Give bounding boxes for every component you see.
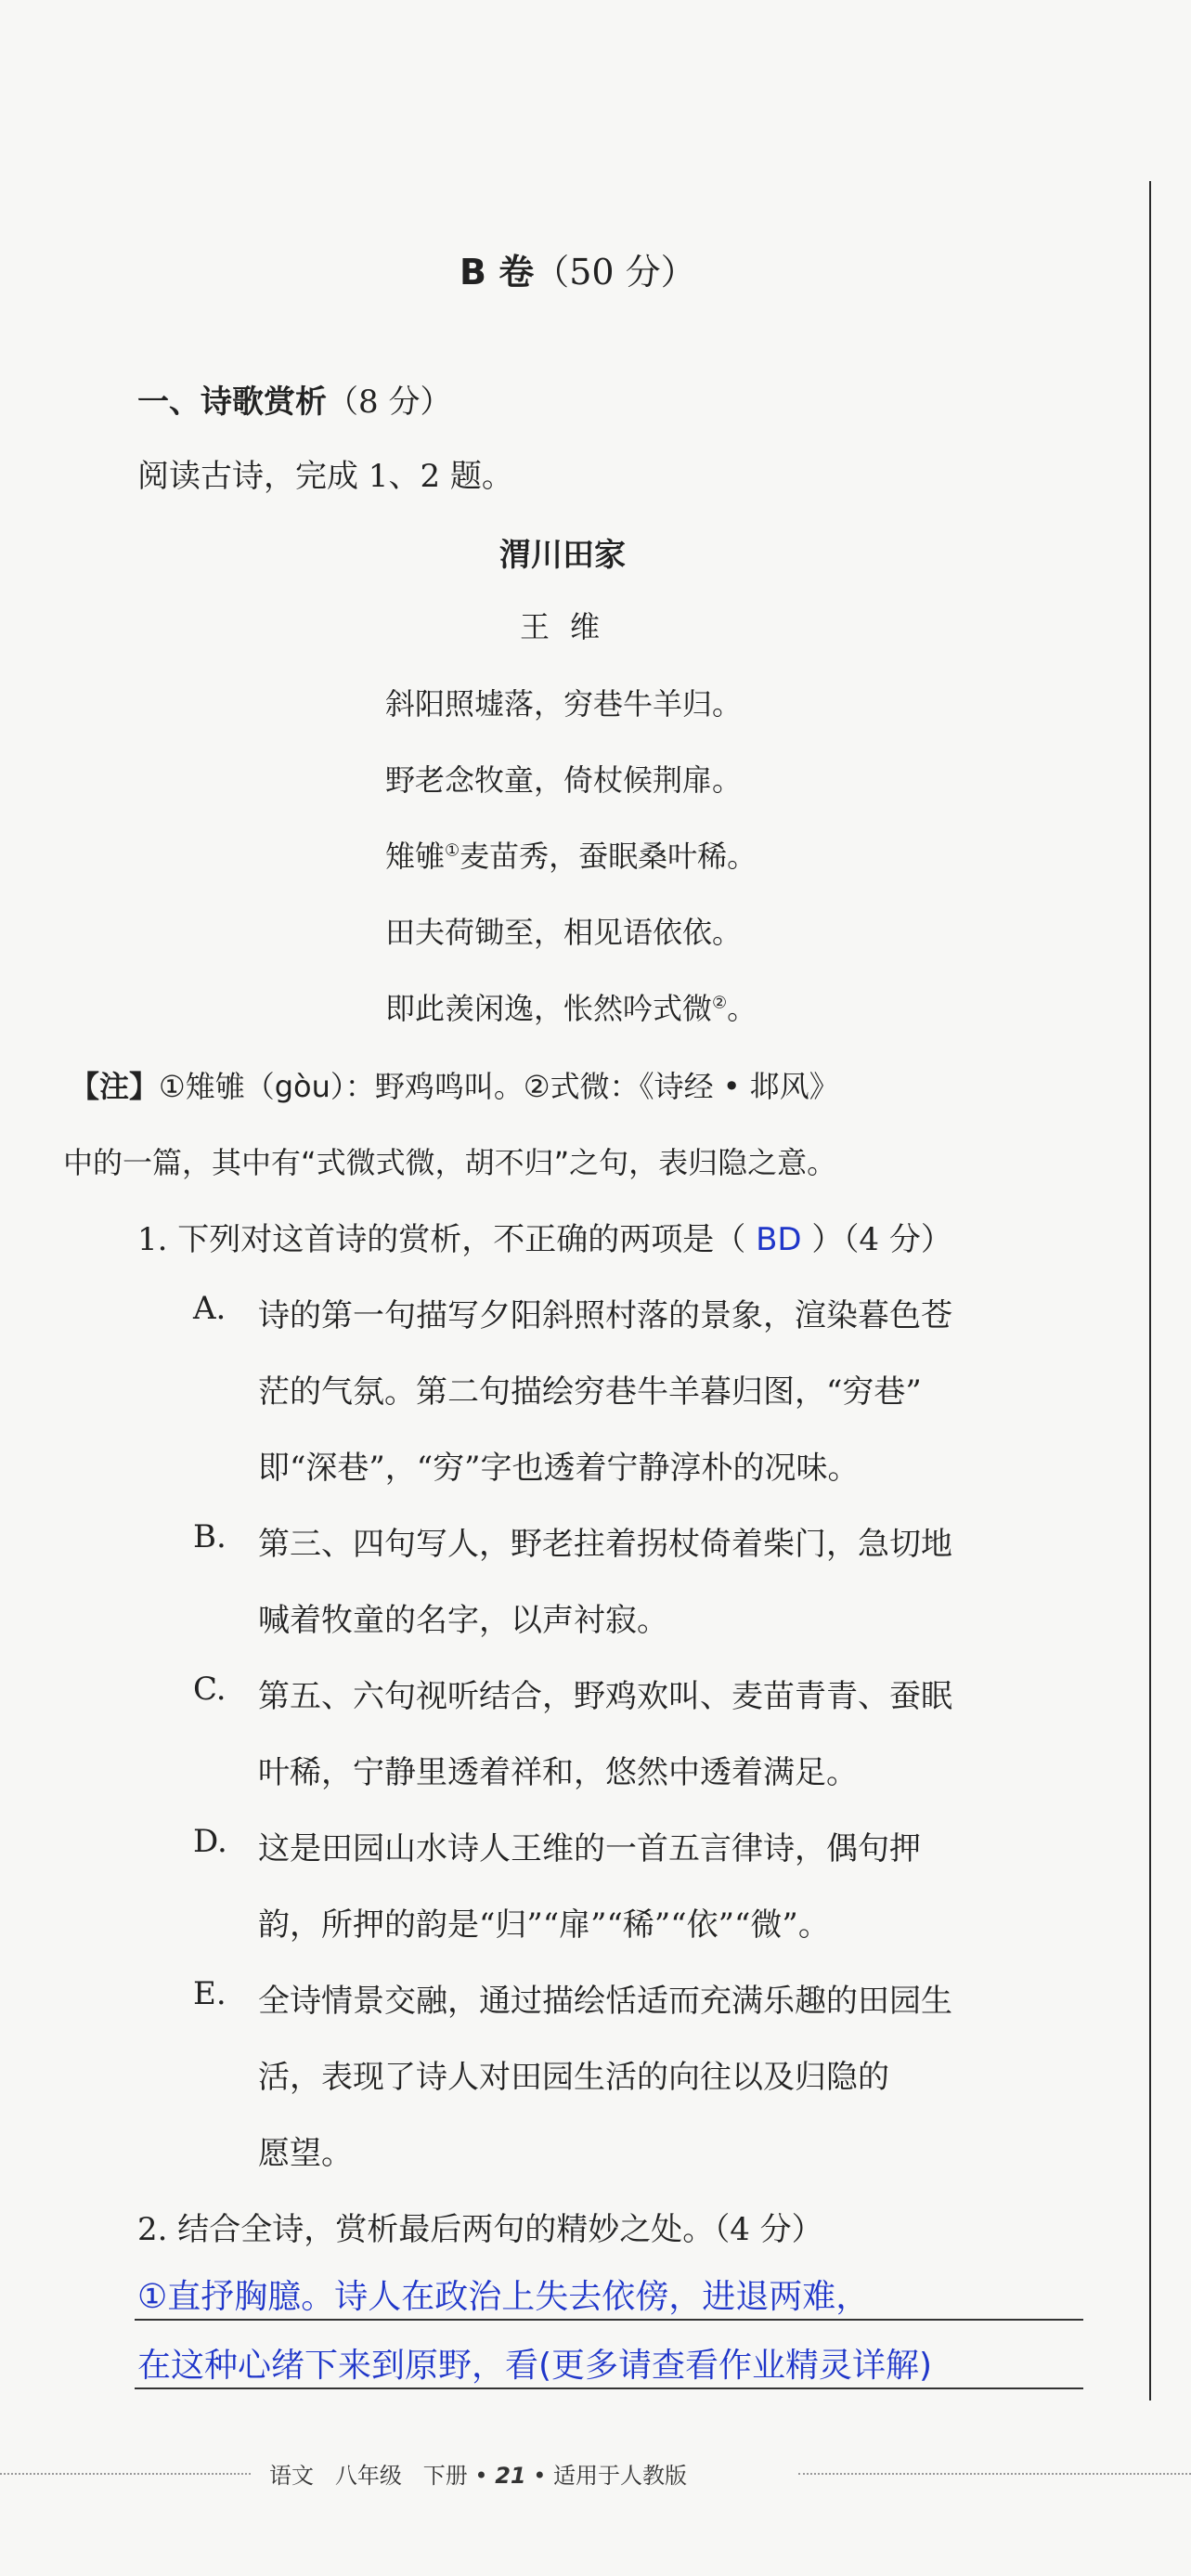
page-number: 21 [495,2463,526,2489]
poem-line: 田夫荷锄至，相见语依依。 [385,915,743,950]
section-heading-score: （8 分） [327,384,452,421]
answer-underline [135,2387,1083,2389]
option-a-line: 诗的第一句描写夕阳斜照村落的景象，渲染暮色苍 [258,1297,952,1334]
note-tag: 【注】 [70,1069,160,1104]
option-e-line: 愿望。 [258,2135,353,2172]
footer-divider [0,2473,251,2475]
section-heading-label: 一、诗歌赏析 [137,384,327,421]
option-a-line: 即“深巷”，“穷”字也透着宁静淳朴的况味。 [258,1450,860,1487]
option-c-line: 叶稀，宁静里透着祥和，悠然中透着满足。 [258,1754,858,1791]
question-1-stem: 1. 下列对这首诗的赏析，不正确的两项是（ BD ）（4 分） [137,1221,952,1258]
option-a-letter: A. [193,1290,227,1327]
question-1-answer: BD [756,1221,802,1258]
option-c-letter: C. [193,1671,227,1708]
page-footer: 语文 八年级 下册 • 21 • 适用于人教版 [269,2463,688,2489]
title-score: （50 分） [534,252,696,293]
footer-divider [798,2473,1191,2475]
note-line-1: 【注】①雉雊（gòu）：野鸡鸣叫。②式微：《诗经 • 邶风》 [70,1069,839,1104]
option-e-letter: E. [193,1975,227,2012]
poem-line: 斜阳照墟落，穷巷牛羊归。 [385,686,743,722]
option-d-letter: D. [193,1823,227,1860]
answer-underline [135,2319,1083,2321]
option-b-letter: B. [193,1518,227,1555]
section-heading [137,376,451,422]
poem-title: 渭川田家 [499,537,626,574]
poem-line: 即此羡闲逸，怅然吟式微②。 [385,991,757,1026]
poem-line: 雉雊①麦苗秀，蚕眠桑叶稀。 [385,839,757,874]
option-b-line: 喊着牧童的名字，以声衬寂。 [258,1602,668,1639]
option-e-line: 全诗情景交融，通过描绘恬适而充满乐趣的田园生 [258,1983,952,2020]
answer-line-2: 在这种心绪下来到原野，看(更多请查看作业精灵详解) [137,2347,933,2385]
question-2-stem: 2. 结合全诗，赏析最后两句的精妙之处。（4 分） [137,2211,823,2248]
option-e-line: 活，表现了诗人对田园生活的向往以及归隐的 [258,2059,889,2096]
option-d-line: 这是田园山水诗人王维的一首五言律诗，偶句押 [258,1830,921,1867]
title-main: B 卷 [460,252,535,293]
poem-line: 野老念牧童，倚杖候荆扉。 [385,762,743,798]
page-title [460,243,696,294]
margin-line [1149,181,1151,2400]
note-line-2: 中的一篇，其中有“式微式微，胡不归”之句，表归隐之意。 [63,1145,837,1180]
instruction: 阅读古诗，完成 1、2 题。 [137,458,513,495]
poem-author: 王维 [520,609,621,644]
option-c-line: 第五、六句视听结合，野鸡欢叫、麦苗青青、蚕眠 [258,1678,952,1715]
option-b-line: 第三、四句写人，野老拄着拐杖倚着柴门，急切地 [258,1526,952,1563]
option-a-line: 茫的气氛。第二句描绘穷巷牛羊暮归图，“穷巷” [258,1373,922,1411]
option-d-line: 韵，所押的韵是“归”“扉”“稀”“依”“微”。 [258,1906,830,1944]
answer-line-1: ①直抒胸臆。诗人在政治上失去依傍，进退两难， [137,2278,870,2316]
